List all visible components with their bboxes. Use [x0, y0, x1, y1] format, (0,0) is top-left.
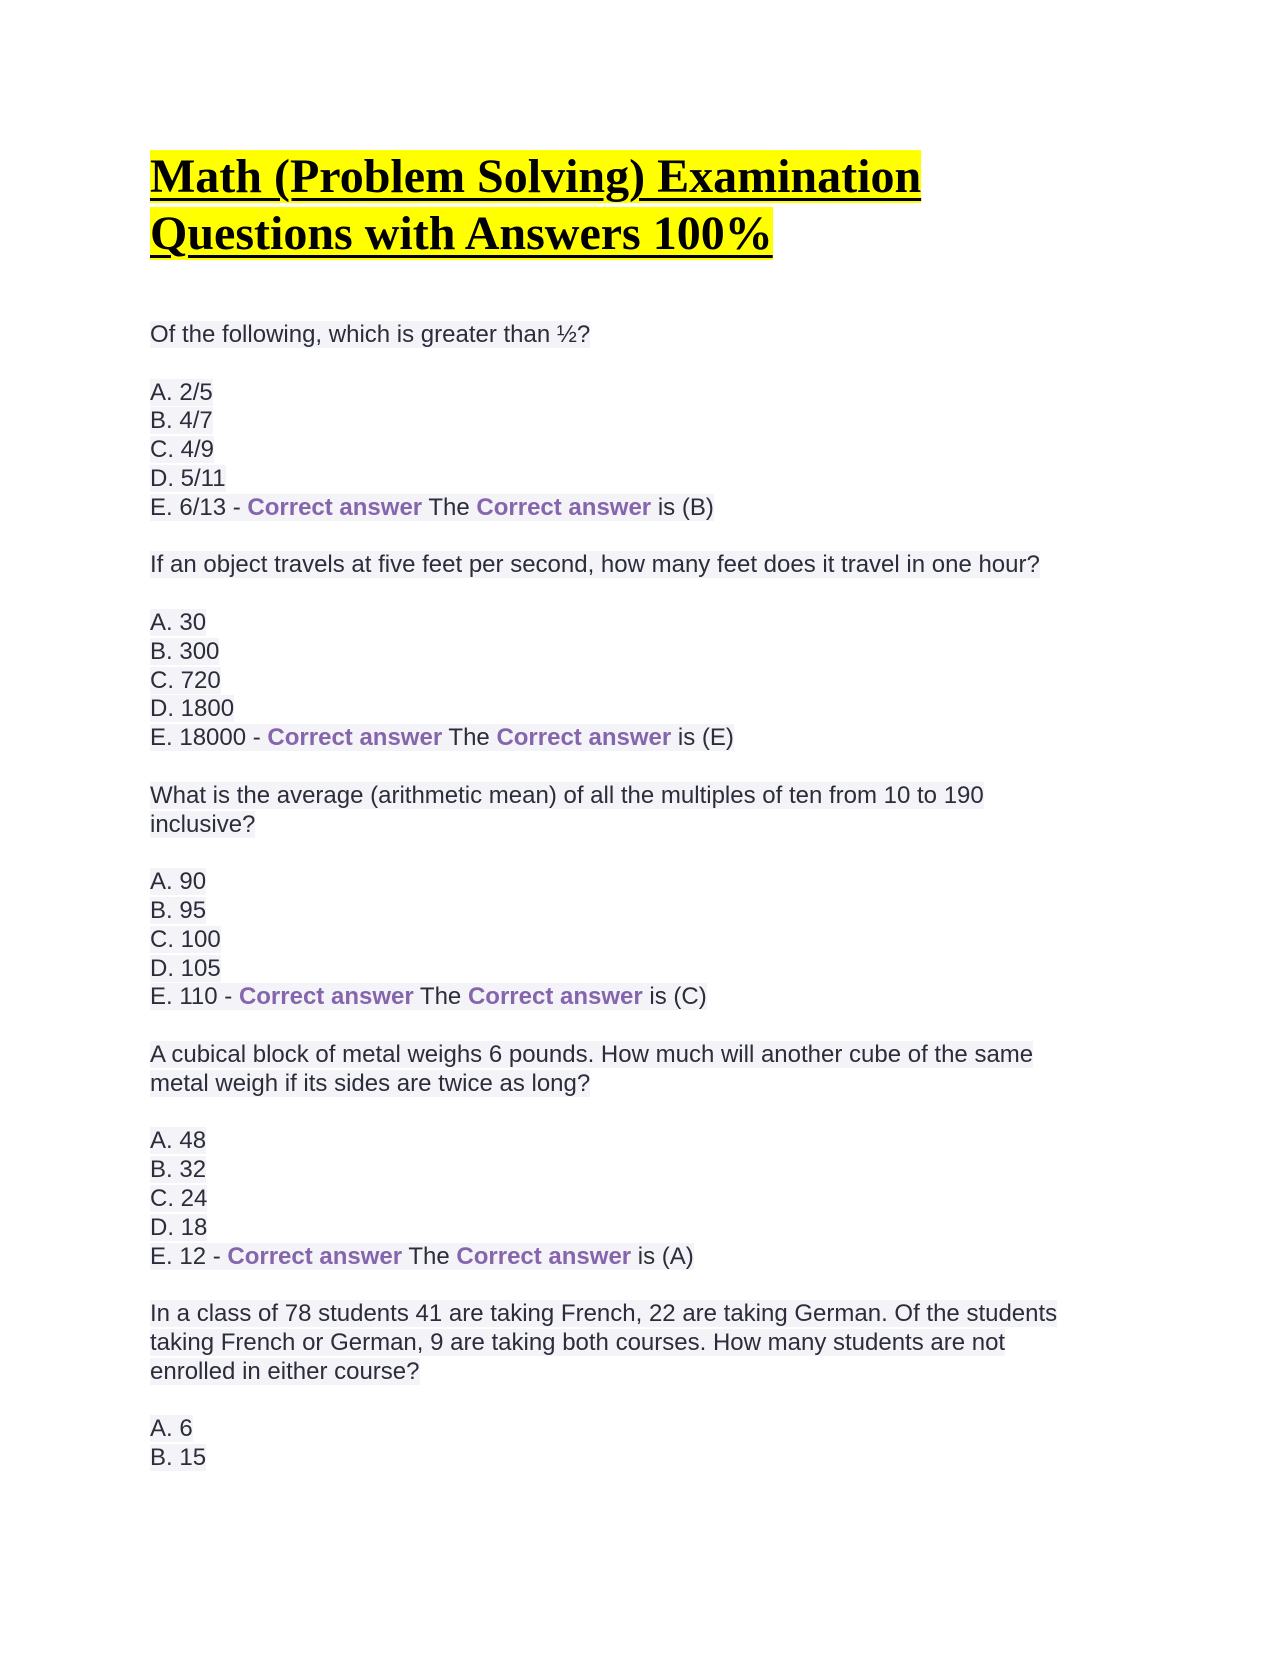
answer-option: [150, 1185, 1130, 1214]
answer-option: [150, 1415, 1130, 1444]
option-label: E. 18000 -: [150, 724, 268, 752]
question-line: enrolled in either course?: [150, 1357, 420, 1385]
correct-answer-label: Correct answer: [247, 493, 423, 521]
answer-option: [150, 379, 1130, 408]
answer-option: [150, 1156, 1130, 1185]
answer-option: [150, 609, 1130, 638]
option-text: B. 300: [150, 637, 220, 665]
question-text: [150, 811, 1130, 840]
answer-option: [150, 1444, 1130, 1473]
answer-option: [150, 926, 1130, 955]
question-list: [150, 321, 1130, 1473]
answer-option-with-key: [150, 983, 1130, 1012]
question-line: Of the following, which is greater than ½?: [150, 321, 591, 348]
correct-answer-label: Correct answer: [456, 1242, 632, 1270]
answer-option: [150, 407, 1130, 436]
option-text: D. 1800: [150, 695, 235, 723]
answer-option-with-key: [150, 494, 1130, 523]
document-page: [150, 148, 1130, 1473]
answer-option: [150, 695, 1130, 724]
question-text: [150, 1358, 1130, 1387]
answer-option: [150, 955, 1130, 984]
question-line: metal weigh if its sides are twice as long?: [150, 1069, 591, 1097]
correct-answer-label: Correct answer: [238, 983, 414, 1011]
option-text: [150, 983, 707, 1010]
question-line: inclusive?: [150, 810, 256, 838]
question-block: [150, 321, 1130, 551]
option-text: A. 90: [150, 868, 207, 896]
option-text: C. 24: [150, 1184, 208, 1212]
option-text: D. 18: [150, 1213, 208, 1241]
option-text: A. 6: [150, 1415, 193, 1443]
document-title: [150, 148, 1130, 262]
answer-option: [150, 1214, 1130, 1243]
option-text: B. 95: [150, 896, 207, 924]
answer-option: [150, 897, 1130, 926]
option-text: A. 30: [150, 608, 207, 636]
question-text: [150, 1041, 1130, 1070]
answer-option-with-key: [150, 1243, 1130, 1272]
question-block: [150, 1041, 1130, 1300]
correct-answer-label: Correct answer: [227, 1242, 403, 1270]
question-block: [150, 551, 1130, 781]
option-text: C. 720: [150, 666, 221, 694]
answer-key: is (A): [631, 1242, 694, 1270]
answer-key: is (B): [651, 493, 714, 521]
option-text: D. 5/11: [150, 464, 226, 492]
title-line-2: Questions with Answers 100%: [150, 207, 773, 260]
question-text: [150, 551, 1130, 580]
correct-answer-label: Correct answer: [476, 493, 652, 521]
correct-answer-label: Correct answer: [467, 983, 643, 1011]
option-text: B. 15: [150, 1444, 207, 1472]
option-text: [150, 1243, 694, 1270]
question-text: [150, 782, 1130, 811]
question-line: In a class of 78 students 41 are taking French, 22 are taking German. Of the students: [150, 1300, 1058, 1328]
option-label: E. 110 -: [150, 983, 239, 1011]
answer-option-with-key: [150, 724, 1130, 753]
answer-option: [150, 667, 1130, 696]
answer-option: [150, 1127, 1130, 1156]
option-text: D. 105: [150, 954, 221, 982]
answer-the: The: [402, 1242, 457, 1270]
answer-the: The: [422, 493, 477, 521]
question-text: [150, 1300, 1130, 1329]
correct-answer-label: Correct answer: [267, 724, 443, 752]
question-block: [150, 1300, 1130, 1473]
question-line: What is the average (arithmetic mean) of all the multiples of ten from 10 to 190: [150, 781, 984, 809]
question-line: taking French or German, 9 are taking both courses. How many students are not: [150, 1328, 1006, 1356]
question-text: [150, 1070, 1130, 1099]
option-text: C. 100: [150, 925, 221, 953]
option-label: E. 6/13 -: [150, 493, 248, 521]
option-label: E. 12 -: [150, 1242, 228, 1270]
question-line: A cubical block of metal weighs 6 pounds. How much will another cube of the same: [150, 1040, 1034, 1068]
title-line-1: Math (Problem Solving) Examination: [150, 150, 922, 203]
option-text: B. 4/7: [150, 407, 213, 435]
answer-key: is (C): [642, 983, 707, 1011]
question-line: If an object travels at five feet per second, how many feet does it travel in one hour?: [150, 551, 1040, 579]
question-block: [150, 782, 1130, 1041]
option-text: [150, 724, 734, 751]
option-text: A. 2/5: [150, 378, 213, 406]
answer-option: [150, 868, 1130, 897]
answer-option: [150, 638, 1130, 667]
answer-option: [150, 436, 1130, 465]
question-text: [150, 1329, 1130, 1358]
answer-option: [150, 465, 1130, 494]
question-text: [150, 321, 1130, 350]
answer-the: The: [442, 724, 497, 752]
correct-answer-label: Correct answer: [496, 724, 672, 752]
option-text: [150, 494, 714, 521]
option-text: A. 48: [150, 1127, 207, 1155]
option-text: B. 32: [150, 1156, 207, 1184]
answer-the: The: [413, 983, 468, 1011]
answer-key: is (E): [671, 724, 734, 752]
option-text: C. 4/9: [150, 436, 215, 464]
